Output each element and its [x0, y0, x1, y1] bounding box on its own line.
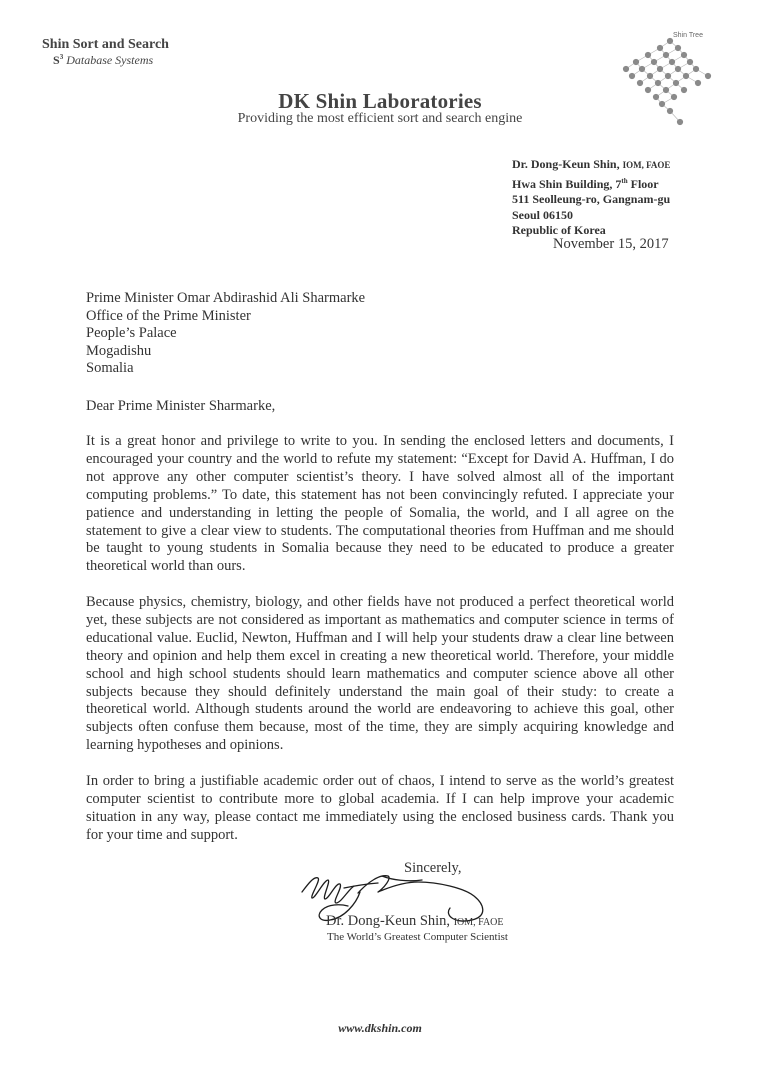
recipient-city: Mogadishu [86, 342, 152, 359]
recipient-office: Office of the Prime Minister [86, 307, 251, 324]
sender-building: Hwa Shin Building, 7 [512, 176, 622, 191]
logo-dot [655, 80, 661, 86]
body-paragraph-2: Because physics, chemistry, biology, and other fields have not produced a perfect theoretical world yet, these subjects are not considered as important as mathematics and computer science in terms of educational value. Euclid, Newton, Huffman and I will help your students draw a clear line between theory and opinion and help them excel in creating a new theoretical world. Therefore, your middle school and high school students should learn mathematics and computer science above all other subjects because they should definitely understand the main goal of their study: to create a theoretical world. Although students around the world are endeavoring to achieve this goal, other subjects often confuse them because, most of the time, they are simply acquiring knowledge and learning hypotheses and opinions. [86, 594, 674, 754]
logo-dot [629, 73, 635, 79]
brand-subtitle-line [53, 53, 153, 68]
recipient-building: People’s Palace [86, 325, 177, 341]
sender-credentials: IOM, FAOE [622, 160, 671, 170]
logo-dot [657, 66, 663, 72]
recipient-address [86, 290, 365, 378]
letter-date: November 15, 2017 [553, 236, 669, 252]
logo-dot [705, 73, 711, 79]
brand-mark [53, 53, 63, 67]
body-paragraph-3: In order to bring a justifiable academic order out of chaos, I intend to serve as the world’s greatest computer scientist to contribute more to global academia. If I can help improve your academic situation in any way, please contact me immediately using the enclosed business cards. Thank you for your time and support. [86, 773, 674, 843]
logo-dot [633, 59, 639, 65]
sender-building-line [512, 174, 670, 193]
recipient-country: Somalia [86, 360, 134, 376]
logo-dot [663, 52, 669, 58]
company-name: DK Shin Laboratories [278, 89, 482, 113]
closing: Sincerely, [404, 860, 462, 876]
salutation: Dear Prime Minister Sharmarke, [86, 398, 276, 414]
signer-name: Dr. Dong-Keun Shin, [326, 913, 451, 929]
logo-dot [693, 66, 699, 72]
logo-dot [651, 59, 657, 65]
sender-name: Dr. Dong-Keun Shin, [512, 157, 620, 171]
logo-dot [673, 80, 679, 86]
brand-name: Shin Sort and Search [42, 37, 169, 52]
logo-dot [681, 52, 687, 58]
logo-dot [637, 80, 643, 86]
sender-city: Seoul 06150 [512, 207, 574, 222]
sender-address [512, 157, 670, 239]
logo-dot [695, 80, 701, 86]
signer-title: The World’s Greatest Computer Scientist [327, 931, 508, 943]
logo-dot [669, 59, 675, 65]
logo-dot [675, 66, 681, 72]
logo-dot [687, 59, 693, 65]
logo-dot [665, 73, 671, 79]
brand-subtitle: Database Systems [66, 53, 154, 67]
logo-label: Shin Tree [673, 32, 703, 39]
logo-dot [683, 73, 689, 79]
sender-street: 511 Seolleung-ro, Gangnam-gu [512, 192, 671, 206]
body-paragraph-1: It is a great honor and privilege to write to you. In sending the enclosed letters and documents, I encouraged your country and the world to refute my statement: “Except for David A. Huffman, I do not approve any other computer scientist’s theory. I have solved almost all of the important computing problems.” To date, this statement has not been convincingly refuted. I appreciate your patience and understanding in letting the people of Somalia, the world, and I all agree on the statement to give a clear view to students. The computational theories from Huffman and me should be taught to young students in Somalia because they need to be educated to produce a greater theoretical world than ours. [86, 433, 674, 575]
sender-floor-sup: th [621, 176, 628, 185]
brand-mark-sup: 3 [59, 53, 64, 61]
logo-dot [657, 45, 663, 51]
website-footer: www.dkshin.com [338, 1021, 422, 1035]
logo-dot [639, 66, 645, 72]
sender-name-line [512, 157, 670, 174]
company-tagline: Providing the most efficient sort and search engine [237, 111, 523, 126]
sender-country: Republic of Korea [512, 223, 606, 237]
recipient-name: Prime Minister Omar Abdirashid Ali Sharmarke [86, 290, 366, 306]
logo-dot [647, 73, 653, 79]
logo-dot [675, 45, 681, 51]
logo-dot [623, 66, 629, 72]
sender-floor: Floor [627, 176, 659, 191]
brand-mark-letter: S [53, 53, 60, 67]
signer-name-line [326, 913, 504, 930]
signer-credentials: IOM, FAOE [453, 917, 504, 928]
logo-dot [645, 52, 651, 58]
